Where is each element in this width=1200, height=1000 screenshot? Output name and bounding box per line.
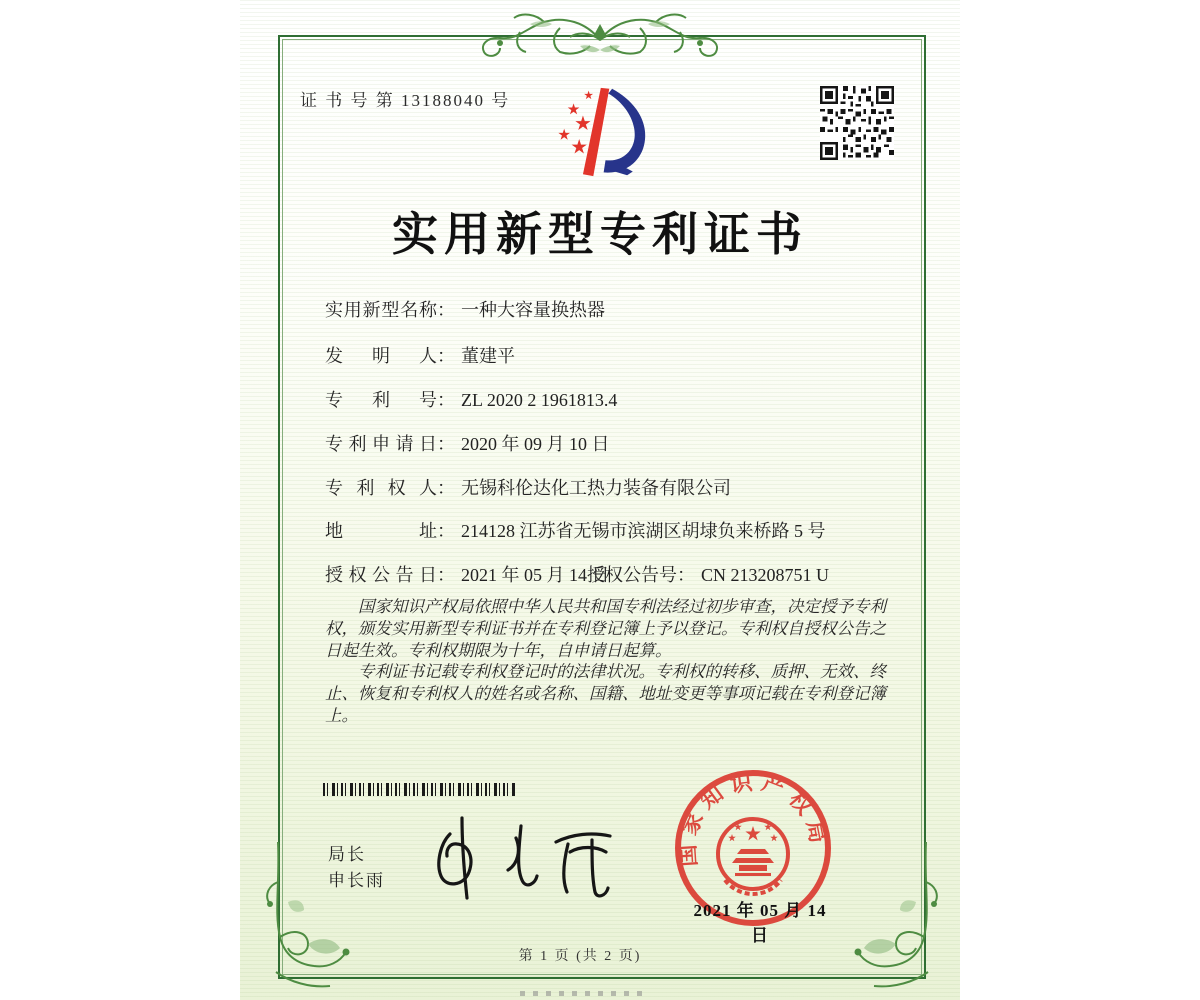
field-row-address bbox=[325, 517, 891, 541]
field-grant-number bbox=[587, 561, 829, 587]
cutoff-text-fragment bbox=[520, 991, 650, 996]
director-name: 申长雨 bbox=[328, 871, 385, 890]
national-emblem-icon bbox=[718, 819, 788, 894]
field-label: 专利申请日 bbox=[325, 434, 437, 454]
field-value: 2021 年 05 月 14 日 bbox=[461, 565, 610, 585]
field-colon: ： bbox=[437, 565, 455, 585]
certificate-title: 实用新型专利证书 bbox=[392, 209, 808, 260]
field-row-name bbox=[325, 296, 891, 320]
top-border-ornament bbox=[460, 6, 740, 62]
field-colon: ： bbox=[437, 478, 455, 498]
field-colon: ： bbox=[437, 300, 455, 320]
certificate-paper bbox=[240, 0, 960, 1000]
certificate-number: 证 书 号 第 13188040 号 bbox=[300, 91, 511, 110]
field-label: 专利权人 bbox=[325, 478, 437, 498]
qr-code-icon bbox=[820, 86, 894, 160]
field-label: 地址 bbox=[325, 521, 437, 541]
field-row-filing-date bbox=[325, 430, 891, 454]
field-row-patent-no bbox=[325, 386, 891, 410]
field-label: 实用新型名称 bbox=[325, 300, 437, 320]
legal-paragraph: 国家知识产权局依照中华人民共和国专利法经过初步审查，决定授予专利权，颁发实用新型专利证书并在专利登记簿上予以登记。专利权自授权公告之日起生效。专利权期限为十年，自申请日起算。 bbox=[325, 597, 886, 660]
field-label: 发明人 bbox=[325, 346, 437, 366]
cnipa-logo-icon bbox=[545, 85, 651, 179]
seal-text: 国家知识产权局 bbox=[674, 768, 833, 868]
field-value: ZL 2020 2 1961813.4 bbox=[461, 390, 618, 410]
ornament-center-leaf bbox=[594, 24, 606, 41]
field-colon: ： bbox=[437, 346, 455, 366]
field-colon: ： bbox=[437, 434, 455, 454]
field-colon: ： bbox=[437, 390, 455, 410]
legal-text-block bbox=[325, 596, 891, 727]
field-value: 一种大容量换热器 bbox=[461, 300, 605, 320]
field-value: 董建平 bbox=[461, 346, 515, 366]
director-signature bbox=[420, 812, 635, 907]
field-value: 214128 江苏省无锡市滨湖区胡埭负来桥路 5 号 bbox=[461, 521, 826, 541]
barcode-icon bbox=[323, 783, 517, 796]
field-row-patentee bbox=[325, 474, 891, 498]
field-row-grant bbox=[325, 561, 891, 585]
field-row-inventor bbox=[325, 342, 891, 366]
legal-paragraph: 专利证书记载专利权登记时的法律状况。专利权的转移、质押、无效、终止、恢复和专利权人的姓名或名称、国籍、地址变更等事项记载在专利登记簿上。 bbox=[325, 662, 886, 725]
seal-date: 2021 年 05 月 14 日 bbox=[693, 901, 827, 945]
field-value: 2020 年 09 月 10 日 bbox=[461, 434, 610, 454]
field-label: 授权公告日 bbox=[325, 565, 437, 585]
field-colon: ： bbox=[437, 521, 455, 541]
bottom-right-ornament bbox=[852, 842, 950, 992]
field-label: 授权公告号 bbox=[587, 565, 677, 585]
field-colon: ： bbox=[677, 565, 695, 585]
page-number: 第 1 页 (共 2 页) bbox=[518, 949, 642, 964]
field-label: 专利号 bbox=[325, 390, 437, 410]
field-value: CN 213208751 U bbox=[701, 565, 830, 585]
field-value: 无锡科伦达化工热力装备有限公司 bbox=[461, 478, 731, 498]
director-title: 局长 bbox=[328, 845, 366, 864]
